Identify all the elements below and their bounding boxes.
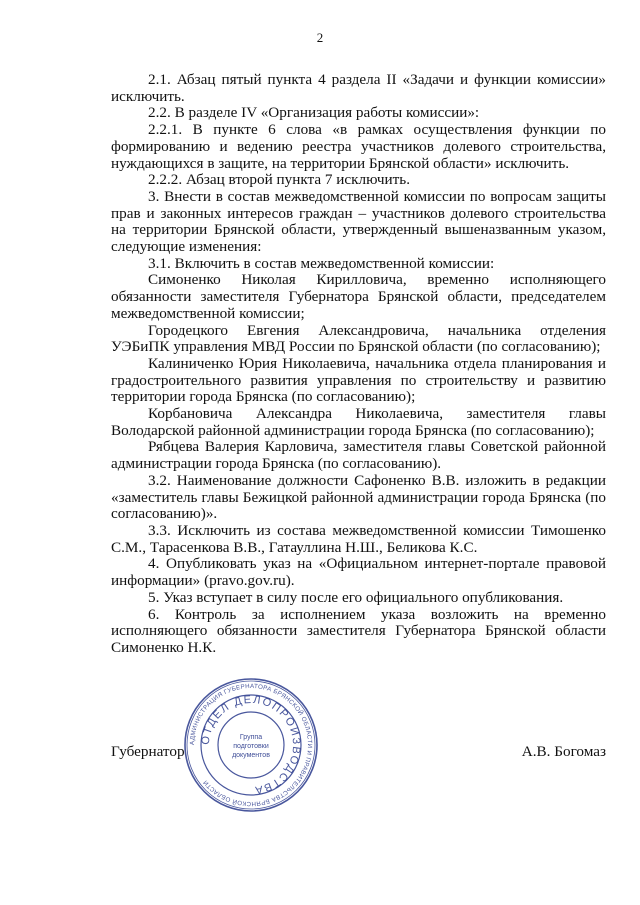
member-korbanovich: Корбановича Александра Николаевича, заместителя главы Володарской районной администрации города Брянска (по согласованию); <box>111 405 606 439</box>
member-simonenko: Симоненко Николая Кирилловича, временно исполняющего обязанности заместителя Губернатора Брянской области, председателем межведомственной комиссии; <box>111 271 606 322</box>
member-ryabtsev: Рябцева Валерия Карловича, заместителя главы Советской районной администрации города Брянска (по согласованию). <box>111 438 606 473</box>
stamp-center-line-2: подготовки <box>233 743 269 750</box>
paragraph-4: 4. Опубликовать указ на «Официальном интернет-портале правовой информации» (pravo.gov.ru). <box>111 555 606 590</box>
stamp-center-line-3: документов <box>232 752 270 759</box>
paragraph-3-3: 3.3. Исключить из состава межведомственной комиссии Тимошенко С.М., Тарасенкова В.В., Гатауллина Н.Ш., Беликова К.С. <box>111 521 606 556</box>
stamp-department-text: ОТДЕЛ ДЕЛОПРОИЗВОДСТВА <box>199 693 303 797</box>
paragraph-2-1: 2.1. Абзац пятый пункта 4 раздела II «Задачи и функции комиссии» исключить. <box>111 71 606 105</box>
paragraph-3-2: 3.2. Наименование должности Сафоненко В.В. изложить в редакции «заместитель главы Бежицкой районной администрации города Брянска (по согласованию)». <box>111 471 606 523</box>
paragraph-3: 3. Внести в состав межведомственной комиссии по вопросам защиты прав и законных интересов граждан – участников долевого строительства на территории Брянской области, утвержденный вышеназванным указом, следующие изменения: <box>111 187 606 256</box>
paragraph-5: 5. Указ вступает в силу после его официального опубликования. <box>148 588 564 606</box>
paragraph-3-1: 3.1. Включить в состав межведомственной комиссии: <box>148 254 495 272</box>
stamp-center-line-1: Группа <box>239 734 263 741</box>
member-kalinichenko: Калиниченко Юрия Николаевича, начальника отдела планирования и градостроительного развития управления по строительству и развитию территории города Брянска (по согласованию); <box>111 354 606 406</box>
paragraph-2-2-2: 2.2.2. Абзац второй пункта 7 исключить. <box>148 171 410 189</box>
paragraph-6: 6. Контроль за исполнением указа возложить на временно исполняющего обязанности заместителя Губернатора Брянской области Симоненко Н.К. <box>111 605 606 656</box>
paragraph-2-2-1: 2.2.1. В пункте 6 слова «в рамках осуществления функции по формированию и ведению реестра участников долевого строительства, нуждающихся в защите, на территории Брянской области» исключить. <box>111 121 606 172</box>
member-gorodetsky: Городецкого Евгения Александровича, начальника отделения УЭБиПК управления МВД России по Брянской области (по согласованию); <box>111 321 606 356</box>
document-body <box>111 72 606 657</box>
paragraph-2-2: 2.2. В разделе IV «Организация работы комиссии»: <box>148 104 480 122</box>
stamp-outer-text: АДМИНИСТРАЦИЯ ГУБЕРНАТОРА БРЯНСКОЙ ОБЛАСТИ И ПРАВИТЕЛЬСТВА БРЯНСКОЙ ОБЛАСТИ <box>188 682 314 808</box>
signature-title: Губернатор <box>111 743 185 760</box>
signature-block <box>111 743 606 763</box>
signature-name: А.В. Богомаз <box>521 743 606 760</box>
page-number: 2 <box>316 30 324 45</box>
